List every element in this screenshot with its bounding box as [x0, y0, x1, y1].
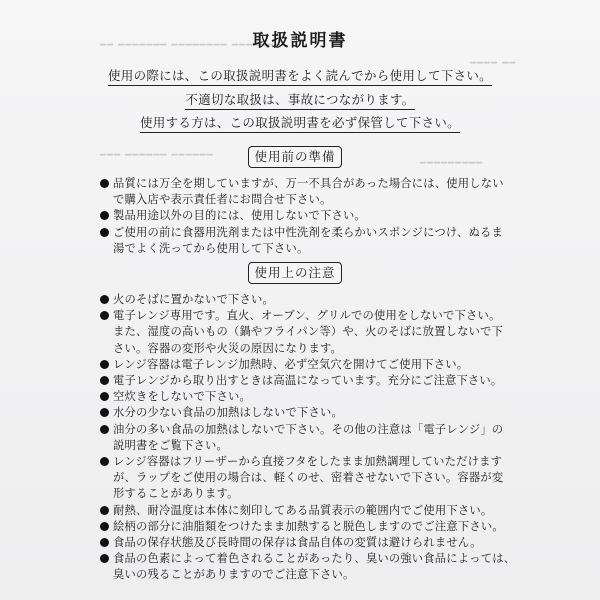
list-item: 電子レンジ専用です。直火、オーブン、グリルでの使用をしないで下さい。 また、湿度の高いもの（鍋やフライパン等）や、火のそばに放置しないで下 さい。容器の変形や火災の原因になります。: [100, 308, 504, 357]
list-item: 空炊きをしないで下さい。: [100, 389, 504, 405]
list-item: レンジ容器は電子レンジ加熱時、必ず空気穴を開けてご使用下さい。: [100, 357, 504, 373]
bullet-icon: [100, 311, 109, 320]
show-through-text: ━━━━ ━━: [470, 58, 517, 69]
intro-line-2: 不適切な取扱は、事故につながります。: [0, 90, 600, 108]
list-item: 製品用途以外の目的には、使用しないで下さい。: [100, 208, 504, 224]
list-item: レンジ容器はフリーザーから直接フタをしたまま加熱調理していただけます が、ラップをご使用の場合は、軽くのせ、密着させないで下さい。容器が変 形することがあります。: [100, 454, 504, 503]
show-through-text: ━━━━━━━━━: [420, 158, 484, 169]
list-item: 耐熱、耐冷温度は本体に刻印してある品質表示の範囲内でご使用下さい。: [100, 503, 504, 519]
bullet-icon: [100, 360, 109, 369]
list-item: 品質には万全を期していますが、万一不具合があった場合には、使用しない で購入店や表示責任者にお問合せ下さい。: [100, 176, 504, 208]
list-item: 水分の少ない食品の加熱はしないで下さい。: [100, 405, 504, 421]
bullet-icon: [100, 522, 109, 531]
intro-line-3: 使用する方は、この取扱説明書を必ず保管して下さい。: [0, 113, 600, 131]
bullet-icon: [100, 211, 109, 220]
bullet-icon: [100, 408, 109, 417]
bullet-icon: [100, 295, 109, 304]
list-item: 電子レンジから取り出すときは高温になっています。充分にご注意下さい。: [100, 373, 504, 389]
list-item: 食品の色素によって着色されることがあったり、臭いの強い食品によっては、 臭いの残ることがありますのでご注意下さい。: [100, 551, 504, 583]
show-through-text: ━━━ ━━━━━━ ━━━━━━: [100, 150, 214, 161]
list-item: 油分の多い食品の加熱はしないで下さい。その他の注意は「電子レンジ」の 説明書をご覧下さい。: [100, 422, 504, 454]
usage-notes-list: [100, 292, 516, 584]
preparation-list: [100, 176, 504, 257]
bullet-icon: [100, 228, 109, 237]
bullet-icon: [100, 392, 109, 401]
bullet-icon: [100, 457, 109, 466]
bullet-icon: [100, 506, 109, 515]
bullet-icon: [100, 179, 109, 188]
bullet-icon: [100, 376, 109, 385]
list-item: 火のそばに置かないで下さい。: [100, 292, 504, 308]
list-item: 食品の保存状態及び長時間の保存は食品自体の変質は避けられません。: [100, 535, 504, 551]
bullet-icon: [100, 425, 109, 434]
bullet-icon: [100, 538, 109, 547]
show-through-text: ━━ ━━━━━━━ ━━━━━━━━ ━━━━━━━: [100, 40, 282, 51]
section-heading-preparation: 使用前の準備: [248, 146, 342, 168]
section-heading-usage-notes: 使用上の注意: [248, 262, 342, 284]
list-item: ご使用の前に食器用洗剤または中性洗剤を柔らかいスポンジにつけ、ぬるま 湯でよく洗ってから使用して下さい。: [100, 225, 504, 257]
intro-line-1: 使用の際には、この取扱説明書をよく読んでから使用して下さい。: [0, 66, 600, 84]
bullet-icon: [100, 554, 109, 563]
list-item: 絵柄の部分に油脂類をつけたまま加熱すると脱色しますのでご注意下さい。: [100, 519, 504, 535]
page-title: 取扱説明書: [252, 31, 348, 51]
